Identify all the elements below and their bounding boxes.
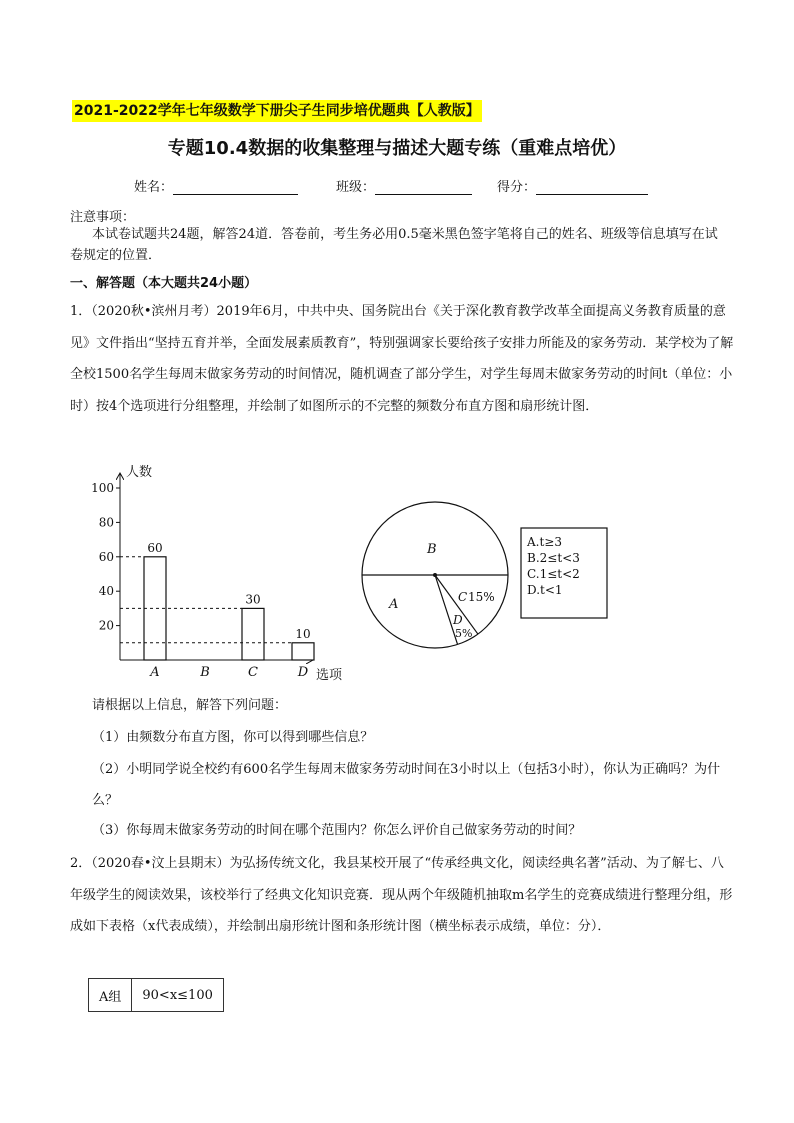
- pie-percent-c: 15%: [468, 590, 495, 604]
- x-tick-label: A: [150, 665, 160, 680]
- y-tick-label: 40: [98, 584, 114, 599]
- pie-label-d: D: [453, 613, 463, 627]
- class-label: 班级：: [336, 180, 376, 195]
- legend-entry: D.t<1: [527, 583, 563, 597]
- bar: [292, 643, 314, 660]
- x-tick-label: B: [200, 665, 210, 680]
- legend-entry: A.t≥3: [527, 535, 562, 549]
- x-tick-label: D: [297, 665, 309, 680]
- bar-data-label: 10: [295, 626, 311, 641]
- legend-entry: B.2≤t<3: [527, 551, 580, 565]
- question-1-sub-3: （3）你每周末做家务劳动的时间在哪个范围内？你怎么评价自己做家务劳动的时间？: [92, 823, 582, 838]
- score-label: 得分：: [497, 180, 537, 195]
- series-banner: 2021-2022学年七年级数学下册尖子生同步培优题典【人教版】: [72, 100, 482, 122]
- bar-data-label: 30: [245, 592, 261, 607]
- pie-percent-d: 5%: [455, 627, 473, 640]
- bar-data-label: 60: [147, 540, 163, 555]
- question-1-sub-1: （1）由频数分布直方图，你可以得到哪些信息？: [92, 730, 374, 745]
- pie-label-b: B: [427, 542, 437, 557]
- class-field[interactable]: [336, 176, 472, 195]
- notice-body: 本试卷试题共24题，解答24道．答卷前，考生务必用0.5毫米黑色签字笔将自己的姓名、班级等信息填写在试卷规定的位置．: [70, 227, 718, 263]
- legend-entry: C.1≤t<2: [527, 567, 580, 581]
- question-1-sub-2: （2）小明同学说全校约有600名学生每周末做家务劳动时间在3小时以上（包括3小时），你认为正确吗？为什么？: [92, 762, 721, 808]
- notice-heading: 注意事项：: [70, 210, 136, 225]
- table-cell-range: 90<x≤100: [132, 979, 223, 1012]
- name-field[interactable]: [134, 176, 298, 195]
- pie-center: [433, 573, 437, 577]
- pie-label-a: A: [389, 597, 399, 612]
- bar: [242, 608, 264, 660]
- question-2: [70, 848, 734, 943]
- section-heading: 一、解答题（本大题共24小题）: [70, 276, 258, 291]
- question-1-number: 1．: [70, 304, 92, 319]
- x-tick-label: C: [248, 665, 258, 680]
- table-cell-group: A组: [89, 979, 132, 1012]
- page-title: 专题10.4数据的收集整理与描述大题专练（重难点培优）: [167, 138, 627, 159]
- question-1: [70, 296, 734, 422]
- question-1-prompt: 请根据以上信息，解答下列问题：: [92, 698, 288, 713]
- score-field[interactable]: [497, 176, 648, 195]
- y-tick-label: 60: [98, 549, 114, 564]
- question-2-number: 2．: [70, 856, 92, 871]
- x-axis-label: 选项: [316, 668, 343, 683]
- histogram-chart: [80, 460, 355, 686]
- y-axis-label: 人数: [126, 465, 153, 480]
- name-label: 姓名：: [134, 180, 174, 195]
- question-2-text: （2020春•汶上县期末）为弘扬传统文化，我县某校开展了“传承经典文化，阅读经典名著”活动、为了解七、八年级学生的阅读效果，该校举行了经典文化知识竞赛．现从两个年级随机抽取m名学生的竞赛成绩进行整理分组，形成如下表格（x代表成绩），并绘制出扇形统计图和条形统计图（横坐标表示成绩，单位：分）．: [70, 856, 733, 934]
- question-1-text: （2020秋•滨州月考）2019年6月，中共中央、国务院出台《关于深化教育教学改革全面提高义务教育质量的意见》文件指出“坚持五育并举，全面发展素质教育”，特别强调家长要给孩子安排力所能及的家务劳动．某学校为了解全校1500名学生每周末做家务劳动的时间情况，随机调查了部分学生，对学生每周末做家务劳动的时间t（单位：小时）按4个选项进行分组整理，并绘制了如图所示的不完整的频数分布直方图和扇形统计图．: [70, 304, 734, 414]
- y-tick-label: 100: [91, 481, 114, 495]
- y-tick-label: 80: [98, 515, 114, 530]
- grade-table: [88, 978, 224, 1012]
- table-row: [89, 979, 224, 1012]
- pie-chart: [355, 490, 615, 660]
- pie-label-c: C: [458, 590, 468, 604]
- y-tick-label: 20: [98, 618, 114, 633]
